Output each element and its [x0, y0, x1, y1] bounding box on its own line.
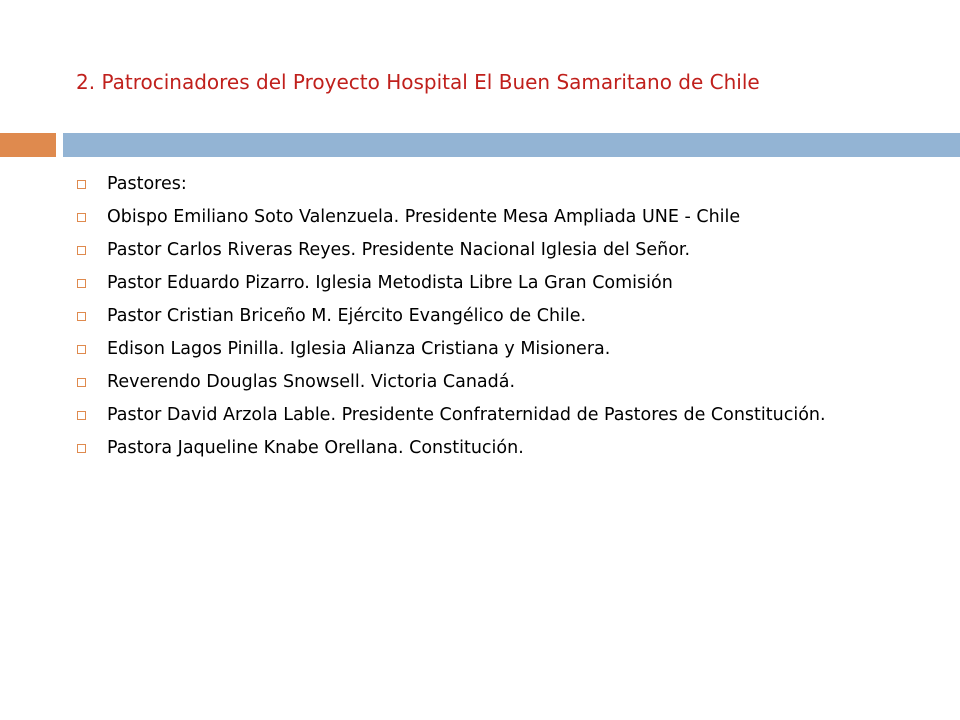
- list-item: [76, 437, 916, 459]
- list-item-text: Pastor Cristian Briceño M. Ejército Evangélico de Chile.: [107, 306, 587, 326]
- list-item: [76, 206, 916, 228]
- list-item: [76, 338, 916, 360]
- list-item: [76, 173, 916, 195]
- list-item: [76, 305, 916, 327]
- list-item-text: Pastora Jaqueline Knabe Orellana. Constitución.: [107, 438, 524, 458]
- hollow-square-icon: [77, 180, 86, 189]
- list-item: [76, 272, 916, 294]
- hollow-square-icon: [77, 213, 86, 222]
- list-item-text: Pastor David Arzola Lable. Presidente Confraternidad de Pastores de Constitución.: [107, 405, 826, 425]
- hollow-square-icon: [77, 312, 86, 321]
- list-item: [76, 404, 916, 426]
- hollow-square-icon: [77, 246, 86, 255]
- header-accent-bar-orange: [0, 133, 56, 157]
- hollow-square-icon: [77, 378, 86, 387]
- list-item-text: Pastor Carlos Riveras Reyes. Presidente Nacional Iglesia del Señor.: [107, 240, 691, 260]
- list-item-text: Edison Lagos Pinilla. Iglesia Alianza Cristiana y Misionera.: [107, 339, 611, 359]
- slide-title: 2. Patrocinadores del Proyecto Hospital El Buen Samaritano de Chile: [76, 70, 760, 94]
- hollow-square-icon: [77, 411, 86, 420]
- hollow-square-icon: [77, 444, 86, 453]
- list-item-text: Pastor Eduardo Pizarro. Iglesia Metodista Libre La Gran Comisión: [107, 273, 673, 293]
- header-accent-bar-blue: [63, 133, 960, 157]
- hollow-square-icon: [77, 345, 86, 354]
- list-item-text: Obispo Emiliano Soto Valenzuela. Presidente Mesa Ampliada UNE - Chile: [107, 207, 741, 227]
- list-item: [76, 239, 916, 261]
- hollow-square-icon: [77, 279, 86, 288]
- list-item-text: Pastores:: [107, 174, 187, 194]
- bullet-list: [76, 173, 916, 470]
- list-item-text: Reverendo Douglas Snowsell. Victoria Canadá.: [107, 372, 516, 392]
- list-item: [76, 371, 916, 393]
